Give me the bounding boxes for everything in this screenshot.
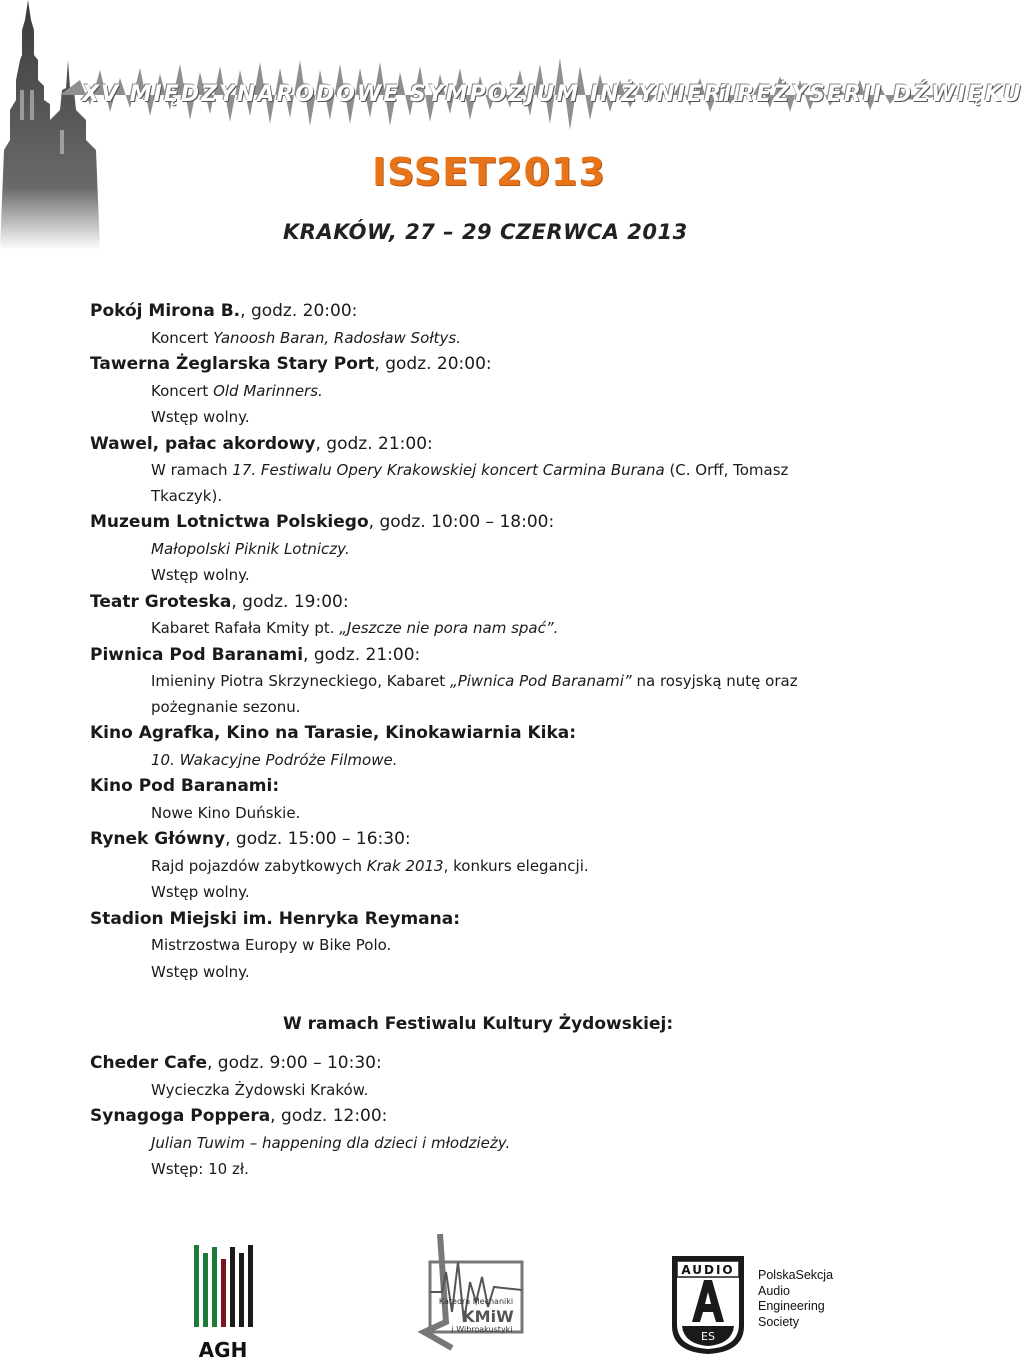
kmiw-department-logo <box>418 1232 538 1357</box>
detail-text: Rajd pojazdów zabytkowych <box>151 856 367 875</box>
entry-heading <box>90 431 870 458</box>
agh-logo <box>188 1245 258 1360</box>
detail-italic-text: „Piwnica Pod Baranami” <box>449 672 632 690</box>
festival-program-list <box>90 1050 870 1183</box>
entry-heading <box>90 642 870 669</box>
festival-section-heading: W ramach Festiwalu Kultury Żydowskiej: <box>283 1014 674 1034</box>
detail-italic-text: Old Marinners. <box>213 381 323 400</box>
venue-name: Wawel, pałac akordowy <box>90 433 316 454</box>
entry-detail <box>90 536 870 563</box>
venue-name: Teatr Groteska <box>90 591 232 612</box>
detail-text: Kabaret Rafała Kmity pt. <box>151 619 340 637</box>
svg-text:KMiW: KMiW <box>462 1307 514 1326</box>
detail-text: , konkurs elegancji. <box>443 856 589 875</box>
program-entry <box>90 642 870 721</box>
program-entry <box>90 826 870 906</box>
detail-italic-text: „Jeszcze nie pora nam spać”. <box>339 619 559 637</box>
detail-italic-text: Julian Tuwim – happening dla dzieci i młodzieży. <box>151 1133 511 1152</box>
svg-text:Katedra Mechaniki: Katedra Mechaniki <box>438 1297 514 1306</box>
aes-label-line: Audio <box>758 1283 790 1298</box>
entry-time: , godz. 10:00 – 18:00: <box>368 512 555 532</box>
svg-text:AUDIO: AUDIO <box>681 1263 735 1277</box>
entry-time: , godz. 20:00: <box>374 354 492 374</box>
entry-detail <box>90 1077 870 1104</box>
entry-detail <box>90 1156 870 1183</box>
aes-label-line: Society <box>758 1314 799 1329</box>
detail-italic-text: 17. Festiwalu Opery Krakowskiej koncert Carmina Burana <box>232 461 665 479</box>
venue-name: Tawerna Żeglarska Stary Port <box>90 354 375 374</box>
entry-detail <box>90 932 870 959</box>
detail-text: Wycieczka Żydowski Kraków. <box>151 1080 369 1099</box>
entry-detail <box>90 457 810 509</box>
venue-name: Kino Agrafka, Kino na Tarasie, Kinokawiarnia Kika: <box>90 723 577 743</box>
svg-text:i Wibroakustyki: i Wibroakustyki <box>451 1325 513 1334</box>
detail-text: Wstęp wolny. <box>151 566 250 584</box>
entry-detail <box>90 747 870 774</box>
venue-name: Rynek Główny <box>90 829 226 849</box>
detail-text: Wstęp: 10 zł. <box>151 1160 249 1178</box>
program-entry <box>90 298 870 351</box>
detail-text: Wstęp wolny. <box>151 408 250 426</box>
detail-text: Mistrzostwa Europy w Bike Polo. <box>151 936 392 954</box>
entry-detail <box>90 378 870 405</box>
detail-text: Nowe Kino Duńskie. <box>151 803 301 822</box>
entry-detail <box>90 562 870 589</box>
entry-heading <box>90 298 870 325</box>
entry-heading <box>90 1103 870 1130</box>
venue-name: Pokój Mirona B. <box>90 301 241 321</box>
entry-heading <box>90 906 870 933</box>
event-date-location: KRAKÓW, 27 – 29 CZERWCA 2013 <box>283 220 688 244</box>
entry-detail <box>90 879 870 906</box>
program-entry <box>90 906 870 986</box>
detail-italic-text: 10. Wakacyjne Podróże Filmowe. <box>151 750 398 769</box>
entry-time: , godz. 9:00 – 10:30: <box>206 1053 382 1073</box>
detail-italic-text: Małopolski Piknik Lotniczy. <box>151 539 350 558</box>
aes-section-label <box>758 1268 918 1330</box>
detail-text: (C. Orff, Tomasz Tkaczyk). <box>151 461 789 505</box>
program-entry <box>90 431 870 510</box>
entry-heading <box>90 351 870 378</box>
detail-text: Koncert <box>151 381 214 400</box>
venue-name: Kino Pod Baranami: <box>90 776 280 796</box>
program-entry <box>90 1103 870 1183</box>
entry-heading <box>90 589 870 616</box>
aes-label-line: PolskaSekcja <box>758 1268 834 1282</box>
entry-time: , godz. 12:00: <box>270 1106 388 1126</box>
detail-text: na rosyjską nutę oraz pożegnanie sezonu. <box>151 672 798 716</box>
entry-detail <box>90 853 870 880</box>
venue-name: Muzeum Lotnictwa Polskiego <box>90 512 369 532</box>
detail-italic-text: Krak 2013 <box>366 856 444 875</box>
entry-time: , godz. 15:00 – 16:30: <box>225 829 411 849</box>
entry-detail <box>90 1130 870 1157</box>
event-name-title: ISSET2013 <box>372 150 606 194</box>
entry-heading <box>90 509 870 536</box>
program-entry <box>90 509 870 589</box>
program-entry <box>90 351 870 431</box>
detail-italic-text: Yanoosh Baran, Radosław Sołtys. <box>213 328 461 347</box>
entry-heading <box>90 773 870 800</box>
page-header <box>0 0 1023 270</box>
entry-time: , godz. 19:00: <box>231 591 349 612</box>
program-entry <box>90 773 870 826</box>
entry-detail <box>90 615 870 642</box>
program-entry <box>90 720 870 773</box>
aes-logo <box>668 1252 748 1356</box>
program-entry <box>90 1050 870 1103</box>
entry-time: , godz. 20:00: <box>240 301 358 321</box>
entry-detail <box>90 959 870 986</box>
entry-heading <box>90 826 870 853</box>
entry-detail <box>90 404 870 431</box>
entry-time: , godz. 21:00: <box>303 644 421 665</box>
entry-detail <box>90 325 870 352</box>
venue-name: Cheder Cafe <box>90 1053 207 1073</box>
detail-text: Wstęp wolny. <box>151 962 250 981</box>
symposium-title-banner: XV MIĘDZYNARODOWE SYMPOZJUM INŻYNIERII <box>82 82 744 107</box>
venue-name: Synagoga Poppera <box>90 1106 271 1126</box>
detail-text: Wstęp wolny. <box>151 883 250 901</box>
svg-text:AGH: AGH <box>198 1338 248 1362</box>
event-program-list <box>90 298 870 985</box>
detail-text: Koncert <box>151 328 214 347</box>
venue-name: Stadion Miejski im. Henryka Reymana: <box>90 908 461 929</box>
entry-heading <box>90 1050 870 1077</box>
program-entry <box>90 589 870 642</box>
detail-text: Imieniny Piotra Skrzyneckiego, Kabaret <box>151 672 450 690</box>
venue-name: Piwnica Pod Baranami <box>90 644 304 665</box>
entry-time: , godz. 21:00: <box>315 433 433 454</box>
symposium-title-banner-right: i REŻYSERII DŹWIĘKU <box>718 82 1023 107</box>
detail-text: W ramach <box>151 461 233 479</box>
aes-label-line: Engineering <box>758 1299 825 1313</box>
entry-detail <box>90 800 870 827</box>
entry-detail <box>90 668 810 720</box>
svg-text:ES: ES <box>701 1330 715 1343</box>
entry-heading <box>90 720 870 747</box>
